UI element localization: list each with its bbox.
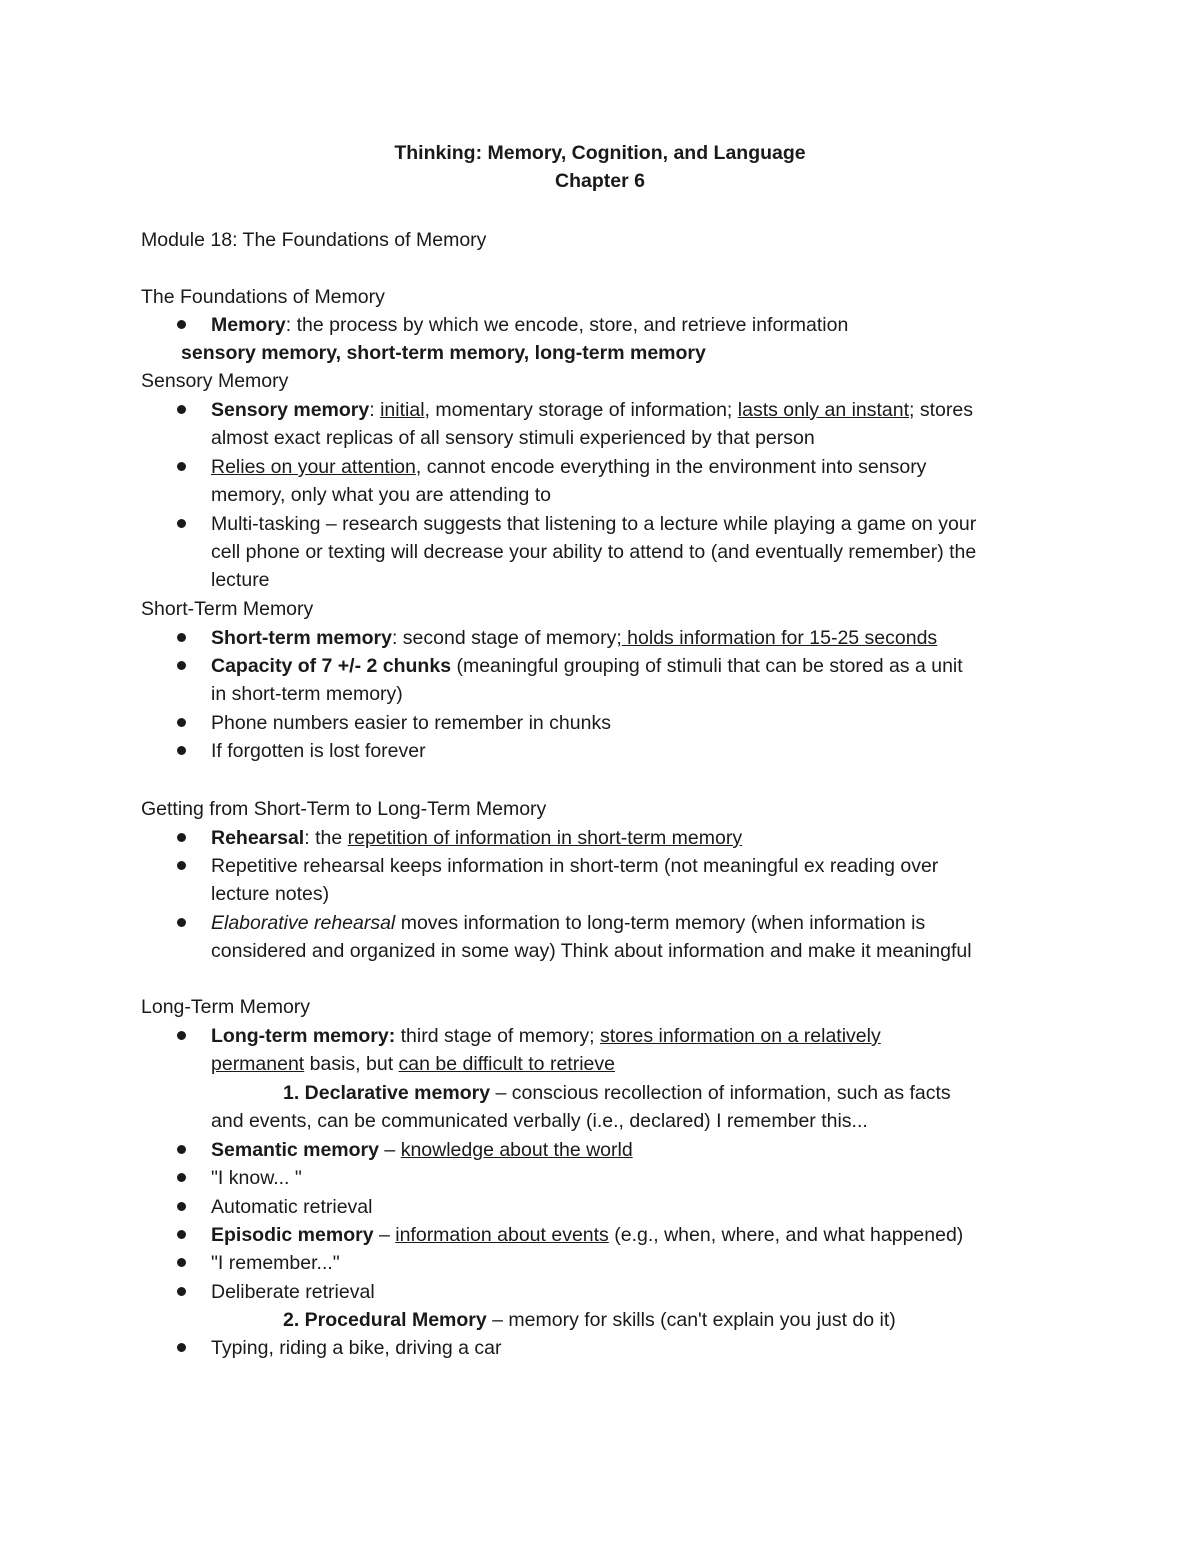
list-item-continuation: almost exact replicas of all sensory stimuli experienced by that person (211, 427, 815, 449)
list-item-continuation: in short-term memory) (211, 683, 403, 705)
list-item: Episodic memory – information about events (e.g., when, where, and what happened) (211, 1224, 964, 1246)
list-item: "I know... " (211, 1167, 302, 1189)
bullet-icon (177, 861, 186, 870)
bullet-icon (177, 833, 186, 842)
bullet-icon (177, 1258, 186, 1267)
bullet-icon (177, 918, 186, 927)
list-item-continuation: memory, only what you are attending to (211, 484, 551, 506)
bullet-icon (177, 633, 186, 642)
list-item: Elaborative rehearsal moves information to long-term memory (when information is (211, 912, 926, 934)
list-item-continuation: cell phone or texting will decrease your ability to attend to (and eventually remember) the (211, 541, 977, 563)
list-item: Automatic retrieval (211, 1196, 373, 1218)
list-item: "I remember..." (211, 1252, 340, 1274)
module-heading: Module 18: The Foundations of Memory (141, 229, 487, 251)
bullet-icon (177, 1173, 186, 1182)
bullet-icon (177, 718, 186, 727)
list-item: Typing, riding a bike, driving a car (211, 1337, 502, 1359)
list-item: Repetitive rehearsal keeps information in short-term (not meaningful ex reading over (211, 855, 939, 877)
bullet-icon (177, 746, 186, 755)
list-item: Phone numbers easier to remember in chunks (211, 712, 611, 734)
list-item: Long-term memory: third stage of memory; stores information on a relatively (211, 1025, 881, 1047)
list-item: Rehearsal: the repetition of information in short-term memory (211, 827, 743, 849)
bullet-icon (177, 1287, 186, 1296)
list-item: If forgotten is lost forever (211, 740, 426, 762)
bullet-icon (177, 519, 186, 528)
list-item: Relies on your attention, cannot encode everything in the environment into sensory (211, 456, 927, 478)
document-title: Thinking: Memory, Cognition, and Language (394, 142, 806, 164)
bullet-icon (177, 1230, 186, 1239)
list-item-continuation: considered and organized in some way) Think about information and make it meaningful (211, 940, 972, 962)
list-item: Short-term memory: second stage of memory; holds information for 15-25 seconds (211, 627, 938, 649)
list-item-continuation: and events, can be communicated verbally (i.e., declared) I remember this... (211, 1110, 868, 1132)
foundations-heading: The Foundations of Memory (141, 286, 385, 308)
sensory-heading: Sensory Memory (141, 370, 289, 392)
bullet-icon (177, 1145, 186, 1154)
bullet-icon (177, 1031, 186, 1040)
list-item-continuation: permanent basis, but can be difficult to retrieve (211, 1053, 615, 1075)
list-item: Deliberate retrieval (211, 1281, 375, 1303)
bullet-icon (177, 462, 186, 471)
list-item: Semantic memory – knowledge about the world (211, 1139, 633, 1161)
list-item-continuation: lecture notes) (211, 883, 330, 905)
long-term-heading: Long-Term Memory (141, 996, 311, 1018)
list-item: Multi-tasking – research suggests that listening to a lecture while playing a game on your (211, 513, 977, 535)
bullet-icon (177, 320, 186, 329)
bullet-icon (177, 661, 186, 670)
list-item-continuation: lecture (211, 569, 270, 591)
list-item: Sensory memory: initial, momentary storage of information; lasts only an instant; stores (211, 399, 973, 421)
chapter-label: Chapter 6 (555, 170, 645, 192)
list-item: Capacity of 7 +/- 2 chunks (meaningful grouping of stimuli that can be stored as a unit (211, 655, 963, 677)
procedural-item: 2. Procedural Memory – memory for skills (can't explain you just do it) (283, 1309, 896, 1331)
short-term-heading: Short-Term Memory (141, 598, 314, 620)
bullet-icon (177, 1343, 186, 1352)
memory-types: sensory memory, short-term memory, long-term memory (181, 342, 706, 364)
transfer-heading: Getting from Short-Term to Long-Term Memory (141, 798, 547, 820)
bullet-icon (177, 405, 186, 414)
declarative-item: 1. Declarative memory – conscious recollection of information, such as facts (283, 1082, 951, 1104)
bullet-icon (177, 1202, 186, 1211)
list-item: Memory: the process by which we encode, store, and retrieve information (211, 314, 849, 336)
